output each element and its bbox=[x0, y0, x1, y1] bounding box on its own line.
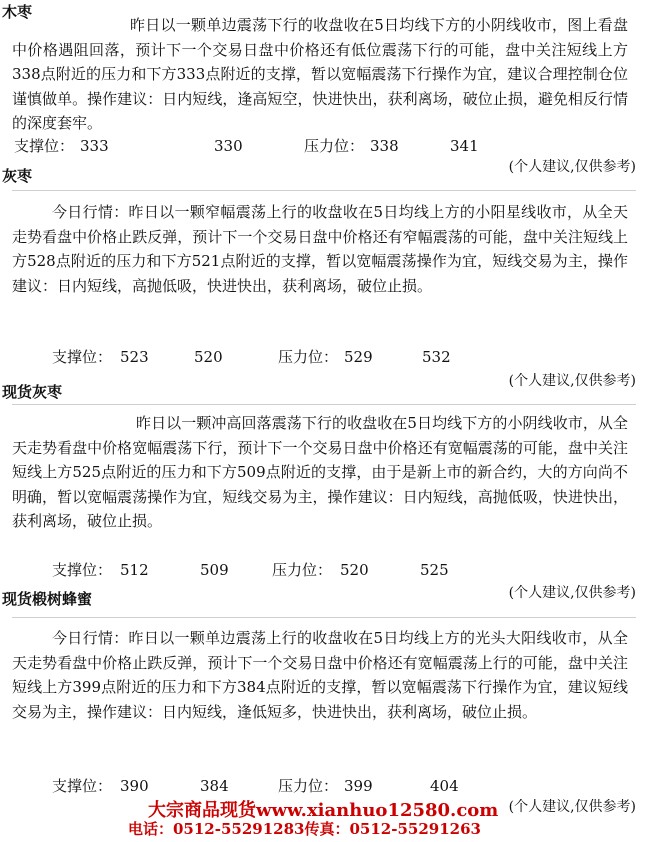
section-divider bbox=[12, 404, 636, 405]
pressure-label: 压力位： bbox=[304, 137, 365, 155]
support-value: 330 bbox=[214, 137, 243, 155]
section-body: 今日行情：昨日以一颗单边震荡上行的收盘收在5日均线上方的光头大阳线收市，从全天走势看盘中价格止跌反弹，预计下一个交易日盘中价格还有宽幅震荡上行的可能，盘中关注短线上方399点附近的压力和下方384点附近的支撑，暂以宽幅震荡下行操作为宜，建议短线交易为主，操作建议：日内短线，逢低短多，快进快出，获利离场，破位止损。 bbox=[12, 629, 628, 721]
support-value: 523 bbox=[120, 348, 149, 366]
support-value: 520 bbox=[194, 348, 223, 366]
pressure-value: 404 bbox=[430, 777, 459, 795]
section-title: 灰枣 bbox=[2, 167, 33, 185]
pressure-value: 341 bbox=[450, 137, 479, 155]
pressure-value: 338 bbox=[370, 137, 399, 155]
price-levels bbox=[14, 136, 494, 156]
support-label: 支撑位： bbox=[52, 777, 113, 795]
pressure-value: 399 bbox=[344, 777, 373, 795]
pressure-label: 压力位： bbox=[278, 777, 339, 795]
price-levels bbox=[14, 560, 494, 580]
support-value: 384 bbox=[200, 777, 229, 795]
section-body: 昨日以一颗单边震荡下行的收盘收在5日均线下方的小阴线收市，图上看盘中价格遇阻回落，预计下一个交易日盘中价格还有低位震荡下行的可能，盘中关注短线上方338点附近的压力和下方333点附近的支撑，暂以宽幅震荡下行操作为宜，建议合理控制仓位谨慎做单。操作建议：日内短线，逢高短空，快进快出，获利离场，破位止损，避免相反行情的深度套牢。 bbox=[12, 16, 628, 133]
section-body: 昨日以一颗冲高回落震荡下行的收盘收在5日均线下方的小阴线收市，从全天走势看盘中价格宽幅震荡下行，预计下一个交易日盘中价格还有宽幅震荡的可能，盘中关注短线上方525点附近的压力和下方509点附近的支撑，由于是新上市的新合约，大的方向尚不明确，暂以宽幅震荡操作为宜，短线交易为主，操作建议：日内短线，高抛低吸，快进快出，获利离场，破位止损。 bbox=[12, 414, 628, 531]
pressure-value: 525 bbox=[420, 561, 449, 579]
footer-website: 大宗商品现货www.xianhuo12580.com bbox=[148, 800, 499, 821]
section-title: 现货灰枣 bbox=[2, 383, 63, 401]
disclaimer-note: (个人建议,仅供参考) bbox=[508, 585, 636, 601]
pressure-label: 压力位： bbox=[272, 561, 333, 579]
disclaimer-note: (个人建议,仅供参考) bbox=[508, 159, 636, 175]
support-value: 390 bbox=[120, 777, 149, 795]
pressure-value: 520 bbox=[340, 561, 369, 579]
support-label: 支撑位： bbox=[52, 348, 113, 366]
section-title: 现货椴树蜂蜜 bbox=[2, 590, 93, 608]
support-label: 支撑位： bbox=[14, 137, 75, 155]
support-value: 509 bbox=[200, 561, 229, 579]
footer-contact: 电话：0512-55291283传真：0512-55291263 bbox=[128, 820, 481, 838]
disclaimer-note: (个人建议,仅供参考) bbox=[508, 373, 636, 389]
pressure-value: 532 bbox=[422, 348, 451, 366]
support-label: 支撑位： bbox=[52, 561, 113, 579]
section-body: 今日行情：昨日以一颗窄幅震荡上行的收盘收在5日均线上方的小阳星线收市，从全天走势看盘中价格止跌反弹，预计下一个交易日盘中价格还有窄幅震荡的可能，盘中关注短线上方528点附近的压力和下方521点附近的支撑，暂以宽幅震荡操作为宜，短线交易为主，操作建议：日内短线，高抛低吸，快进快出，获利离场，破位止损。 bbox=[12, 203, 628, 295]
section-divider bbox=[12, 190, 636, 191]
disclaimer-note: (个人建议,仅供参考) bbox=[508, 799, 636, 815]
section-divider bbox=[12, 617, 636, 618]
pressure-label: 压力位： bbox=[278, 348, 339, 366]
support-value: 512 bbox=[120, 561, 149, 579]
price-levels bbox=[14, 776, 494, 796]
pressure-value: 529 bbox=[344, 348, 373, 366]
price-levels bbox=[14, 347, 494, 367]
section-title: 木枣 bbox=[2, 3, 33, 21]
support-value: 333 bbox=[80, 137, 109, 155]
